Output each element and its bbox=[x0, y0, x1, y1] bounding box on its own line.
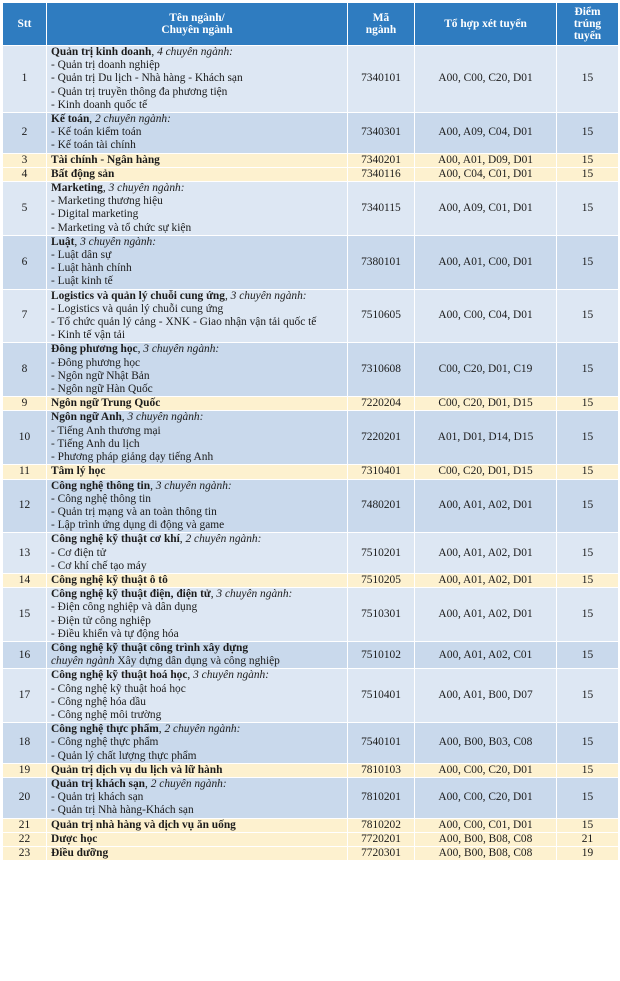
row-stt: 4 bbox=[3, 167, 47, 181]
row-major-code: 7510102 bbox=[348, 641, 415, 668]
major-title: Quản trị nhà hàng và dịch vụ ăn uống bbox=[51, 818, 236, 831]
row-major-code: 7810202 bbox=[348, 818, 415, 832]
row-subject-combination: A00, A01, A02, D01 bbox=[415, 479, 557, 533]
row-admission-score: 15 bbox=[557, 343, 619, 397]
row-subject-combination: A00, A01, B00, D07 bbox=[415, 669, 557, 723]
specialization-item: - Cơ khí chế tạo máy bbox=[51, 559, 147, 572]
major-title: Công nghệ kỹ thuật ô tô bbox=[51, 573, 168, 586]
table-row bbox=[3, 343, 619, 397]
specialization-note bbox=[51, 655, 344, 668]
row-major-code: 7510605 bbox=[348, 289, 415, 343]
major-title: Tâm lý học bbox=[51, 465, 106, 478]
specialization-item: - Điện tử công nghiệp bbox=[51, 614, 151, 627]
specialization-item: - Ngôn ngữ Nhật Bản bbox=[51, 369, 150, 382]
specialization-count: 3 chuyên ngành: bbox=[80, 235, 157, 248]
row-stt: 7 bbox=[3, 289, 47, 343]
major-title: Tài chính - Ngân hàng bbox=[51, 153, 160, 166]
row-major-code: 7810103 bbox=[348, 763, 415, 777]
row-subject-combination: A00, C00, C20, D01 bbox=[415, 46, 557, 113]
row-major-name bbox=[47, 533, 348, 574]
row-major-name bbox=[47, 479, 348, 533]
specialization-count: 4 chuyên ngành: bbox=[157, 46, 233, 58]
row-major-code: 7340301 bbox=[348, 113, 415, 154]
table-row bbox=[3, 832, 619, 846]
specialization-item: - Quản trị mạng và an toàn thông tin bbox=[51, 505, 217, 518]
specialization-item: - Marketing thương hiệu bbox=[51, 195, 163, 208]
specialization-item: - Quản trị truyền thông đa phương tiện bbox=[51, 85, 228, 98]
row-major-code: 7510301 bbox=[348, 588, 415, 642]
row-major-name bbox=[47, 723, 348, 764]
row-subject-combination: A00, C00, C20, D01 bbox=[415, 777, 557, 818]
row-admission-score: 15 bbox=[557, 182, 619, 236]
table-row bbox=[3, 846, 619, 860]
row-admission-score: 15 bbox=[557, 763, 619, 777]
table-row bbox=[3, 573, 619, 587]
table-row bbox=[3, 465, 619, 479]
major-title-line: Công nghệ thông tin, 3 chuyên ngành: bbox=[51, 479, 232, 492]
major-title: Dược học bbox=[51, 832, 98, 845]
row-major-code: 7220201 bbox=[348, 411, 415, 465]
header-major-code: Mã ngành bbox=[348, 3, 415, 46]
row-stt: 5 bbox=[3, 182, 47, 236]
row-admission-score: 15 bbox=[557, 573, 619, 587]
major-title-line: Ngôn ngữ Anh, 3 chuyên ngành: bbox=[51, 411, 204, 424]
row-major-name bbox=[47, 763, 348, 777]
major-title: Luật bbox=[51, 235, 75, 248]
row-major-code: 7810201 bbox=[348, 777, 415, 818]
specialization-count: 3 chuyên ngành: bbox=[230, 289, 307, 302]
row-subject-combination: A00, A01, C00, D01 bbox=[415, 235, 557, 289]
row-major-name bbox=[47, 182, 348, 236]
major-title-line: Công nghệ kỹ thuật hoá học, 3 chuyên ngành: bbox=[51, 669, 270, 682]
major-title: Công nghệ kỹ thuật công trình xây dựng bbox=[51, 641, 249, 654]
major-title-line: Luật, 3 chuyên ngành: bbox=[51, 235, 157, 248]
row-stt: 12 bbox=[3, 479, 47, 533]
row-subject-combination: A01, D01, D14, D15 bbox=[415, 411, 557, 465]
row-admission-score: 15 bbox=[557, 669, 619, 723]
row-admission-score: 15 bbox=[557, 465, 619, 479]
row-subject-combination: A00, B00, B08, C08 bbox=[415, 832, 557, 846]
specialization-item: - Quản trị Du lịch - Nhà hàng - Khách sạn bbox=[51, 72, 243, 85]
table-row bbox=[3, 641, 619, 668]
row-admission-score: 15 bbox=[557, 397, 619, 411]
major-title-line: Công nghệ kỹ thuật điện, điện tử, 3 chuyên ngành: bbox=[51, 588, 293, 601]
row-stt: 22 bbox=[3, 832, 47, 846]
major-title: Logistics và quản lý chuỗi cung ứng bbox=[51, 289, 225, 302]
specialization-count: 3 chuyên ngành: bbox=[127, 411, 204, 424]
row-major-code: 7380101 bbox=[348, 235, 415, 289]
row-admission-score: 15 bbox=[557, 46, 619, 113]
major-title-line bbox=[51, 764, 344, 777]
table-row bbox=[3, 777, 619, 818]
specialization-item: - Kế toán kiểm toán bbox=[51, 126, 142, 139]
specialization-item: - Ngôn ngữ Hàn Quốc bbox=[51, 383, 153, 396]
major-title: Kế toán bbox=[51, 113, 90, 126]
major-title-line bbox=[51, 847, 344, 860]
major-title-line: Đông phương học, 3 chuyên ngành: bbox=[51, 343, 220, 356]
table-row bbox=[3, 763, 619, 777]
row-admission-score: 15 bbox=[557, 289, 619, 343]
major-title: Ngôn ngữ Anh bbox=[51, 411, 122, 424]
specialization-note-text: Xây dựng dân dụng và công nghiệp bbox=[114, 655, 280, 668]
table-row bbox=[3, 46, 619, 113]
row-stt: 23 bbox=[3, 846, 47, 860]
specialization-item: - Luật hành chính bbox=[51, 262, 132, 275]
major-title: Marketing bbox=[51, 182, 103, 195]
specialization-count: 3 chuyên ngành: bbox=[108, 182, 185, 195]
specialization-item: - Tiếng Anh du lịch bbox=[51, 437, 140, 450]
specialization-item: - Digital marketing bbox=[51, 208, 139, 221]
header-admission-score: Điểm trúng tuyển bbox=[557, 3, 619, 46]
table-row bbox=[3, 818, 619, 832]
specialization-count: 2 chuyên ngành: bbox=[150, 777, 227, 790]
row-major-name bbox=[47, 465, 348, 479]
table-row bbox=[3, 723, 619, 764]
major-title: Công nghệ thông tin bbox=[51, 479, 151, 492]
major-title-line: Marketing, 3 chuyên ngành: bbox=[51, 182, 185, 195]
table-row bbox=[3, 289, 619, 343]
specialization-item: - Tổ chức quản lý cảng - XNK - Giao nhận vận tải quốc tế bbox=[51, 316, 317, 329]
row-subject-combination: A00, C00, C01, D01 bbox=[415, 818, 557, 832]
table-row bbox=[3, 153, 619, 167]
row-stt: 21 bbox=[3, 818, 47, 832]
row-admission-score: 19 bbox=[557, 846, 619, 860]
row-subject-combination: A00, C04, C01, D01 bbox=[415, 167, 557, 181]
row-major-code: 7510201 bbox=[348, 533, 415, 574]
specialization-item: - Công nghệ kỹ thuật hoá học bbox=[51, 682, 186, 695]
row-major-name bbox=[47, 167, 348, 181]
row-admission-score: 15 bbox=[557, 818, 619, 832]
row-subject-combination: A00, A01, A02, D01 bbox=[415, 573, 557, 587]
specialization-item: - Marketing và tổ chức sự kiện bbox=[51, 221, 192, 234]
row-stt: 1 bbox=[3, 46, 47, 113]
row-subject-combination: A00, A09, C01, D01 bbox=[415, 182, 557, 236]
row-admission-score: 15 bbox=[557, 235, 619, 289]
row-major-name bbox=[47, 153, 348, 167]
row-admission-score: 15 bbox=[557, 641, 619, 668]
major-title-line bbox=[51, 168, 344, 181]
row-major-code: 7340116 bbox=[348, 167, 415, 181]
major-title-line bbox=[51, 574, 344, 587]
major-title-line bbox=[51, 819, 344, 832]
row-stt: 8 bbox=[3, 343, 47, 397]
table-row bbox=[3, 588, 619, 642]
row-stt: 9 bbox=[3, 397, 47, 411]
row-major-name bbox=[47, 669, 348, 723]
major-title-line bbox=[51, 397, 344, 410]
row-major-name bbox=[47, 343, 348, 397]
row-major-code: 7510205 bbox=[348, 573, 415, 587]
row-stt: 14 bbox=[3, 573, 47, 587]
row-major-code: 7510401 bbox=[348, 669, 415, 723]
specialization-count: 3 chuyên ngành: bbox=[155, 479, 232, 492]
major-title: Quản trị kinh doanh bbox=[51, 46, 152, 58]
row-major-code: 7540101 bbox=[348, 723, 415, 764]
row-subject-combination: A00, C00, C04, D01 bbox=[415, 289, 557, 343]
specialization-count: 3 chuyên ngành: bbox=[193, 669, 270, 682]
table-header-row bbox=[3, 3, 619, 46]
major-title-line: Công nghệ thực phẩm, 2 chuyên ngành: bbox=[51, 723, 241, 736]
row-subject-combination: A00, B00, B08, C08 bbox=[415, 846, 557, 860]
header-major-name: Tên ngành/ Chuyên ngành bbox=[47, 3, 348, 46]
specialization-count: 2 chuyên ngành: bbox=[95, 113, 171, 126]
specialization-item: - Luật dân sự bbox=[51, 249, 112, 262]
row-major-code: 7480201 bbox=[348, 479, 415, 533]
row-subject-combination: A00, A01, D09, D01 bbox=[415, 153, 557, 167]
table-row bbox=[3, 235, 619, 289]
specialization-item: - Điện công nghiệp và dân dụng bbox=[51, 601, 198, 614]
row-stt: 11 bbox=[3, 465, 47, 479]
row-stt: 16 bbox=[3, 641, 47, 668]
specialization-item: - Phương pháp giảng dạy tiếng Anh bbox=[51, 451, 214, 464]
table-row bbox=[3, 113, 619, 154]
specialization-item: - Công nghệ hóa dầu bbox=[51, 695, 146, 708]
header-stt: Stt bbox=[3, 3, 47, 46]
row-subject-combination: A00, C00, C20, D01 bbox=[415, 763, 557, 777]
row-subject-combination: C00, C20, D01, C19 bbox=[415, 343, 557, 397]
row-subject-combination: A00, A09, C04, D01 bbox=[415, 113, 557, 154]
specialization-count: 3 chuyên ngành: bbox=[143, 343, 220, 356]
row-major-name bbox=[47, 641, 348, 668]
row-major-name bbox=[47, 397, 348, 411]
specialization-item: - Đông phương học bbox=[51, 356, 141, 369]
table-row bbox=[3, 397, 619, 411]
row-major-code: 7220204 bbox=[348, 397, 415, 411]
row-major-name bbox=[47, 832, 348, 846]
major-title-line bbox=[51, 465, 344, 478]
table-row bbox=[3, 411, 619, 465]
table-body bbox=[3, 46, 619, 861]
row-major-code: 7340115 bbox=[348, 182, 415, 236]
specialization-item: - Quản lý chất lượng thực phẩm bbox=[51, 749, 197, 762]
row-stt: 18 bbox=[3, 723, 47, 764]
specialization-item: - Kinh doanh quốc tế bbox=[51, 98, 148, 111]
row-subject-combination: C00, C20, D01, D15 bbox=[415, 465, 557, 479]
row-admission-score: 15 bbox=[557, 113, 619, 154]
row-major-code: 7720301 bbox=[348, 846, 415, 860]
table-row bbox=[3, 167, 619, 181]
row-major-name bbox=[47, 818, 348, 832]
specialization-item: - Công nghệ thực phẩm bbox=[51, 736, 159, 749]
major-title: Điều dưỡng bbox=[51, 846, 109, 859]
row-major-name bbox=[47, 289, 348, 343]
row-subject-combination: C00, C20, D01, D15 bbox=[415, 397, 557, 411]
row-admission-score: 15 bbox=[557, 588, 619, 642]
specialization-item: - Quản trị Nhà hàng-Khách sạn bbox=[51, 804, 194, 817]
major-title-line bbox=[51, 642, 344, 655]
row-stt: 15 bbox=[3, 588, 47, 642]
row-stt: 20 bbox=[3, 777, 47, 818]
major-title-line: Logistics và quản lý chuỗi cung ứng, 3 chuyên ngành: bbox=[51, 289, 307, 302]
row-stt: 13 bbox=[3, 533, 47, 574]
row-major-code: 7310401 bbox=[348, 465, 415, 479]
admission-scores-table bbox=[2, 2, 619, 861]
row-stt: 17 bbox=[3, 669, 47, 723]
row-stt: 2 bbox=[3, 113, 47, 154]
row-admission-score: 15 bbox=[557, 167, 619, 181]
row-stt: 10 bbox=[3, 411, 47, 465]
row-admission-score: 21 bbox=[557, 832, 619, 846]
table-row bbox=[3, 182, 619, 236]
specialization-item: - Luật kinh tế bbox=[51, 275, 113, 288]
specialization-count: 2 chuyên ngành: bbox=[185, 533, 262, 546]
specialization-item: - Công nghệ thông tin bbox=[51, 492, 151, 505]
row-stt: 6 bbox=[3, 235, 47, 289]
row-major-name bbox=[47, 113, 348, 154]
row-major-code: 7340101 bbox=[348, 46, 415, 113]
major-title-line: Quản trị khách sạn, 2 chuyên ngành: bbox=[51, 777, 227, 790]
specialization-count: 2 chuyên ngành: bbox=[164, 723, 241, 736]
major-title: Công nghệ kỹ thuật cơ khí bbox=[51, 533, 180, 546]
specialization-item: - Kế toán tài chính bbox=[51, 139, 136, 152]
major-title: Quản trị khách sạn bbox=[51, 777, 146, 790]
row-major-name bbox=[47, 846, 348, 860]
major-title-line bbox=[51, 154, 344, 167]
major-title: Công nghệ kỹ thuật điện, điện tử bbox=[51, 588, 211, 601]
row-major-name bbox=[47, 588, 348, 642]
row-stt: 3 bbox=[3, 153, 47, 167]
major-title: Quản trị dịch vụ du lịch và lữ hành bbox=[51, 763, 223, 776]
row-major-name bbox=[47, 411, 348, 465]
row-subject-combination: A00, A01, A02, C01 bbox=[415, 641, 557, 668]
table-row bbox=[3, 669, 619, 723]
row-major-name bbox=[47, 573, 348, 587]
row-subject-combination: A00, A01, A02, D01 bbox=[415, 588, 557, 642]
major-title-line: Quản trị kinh doanh, 4 chuyên ngành: bbox=[51, 46, 233, 58]
specialization-item: - Quản trị khách sạn bbox=[51, 791, 144, 804]
major-title: Công nghệ thực phẩm bbox=[51, 723, 159, 736]
row-admission-score: 15 bbox=[557, 723, 619, 764]
row-major-code: 7310608 bbox=[348, 343, 415, 397]
row-stt: 19 bbox=[3, 763, 47, 777]
row-major-name bbox=[47, 777, 348, 818]
row-admission-score: 15 bbox=[557, 153, 619, 167]
table-row bbox=[3, 479, 619, 533]
specialization-item: - Tiếng Anh thương mại bbox=[51, 424, 161, 437]
table-row bbox=[3, 533, 619, 574]
specialization-note-label: chuyên ngành bbox=[51, 655, 115, 668]
major-title-line bbox=[51, 833, 344, 846]
specialization-item: - Quản trị doanh nghiệp bbox=[51, 59, 160, 72]
specialization-item: - Logistics và quản lý chuỗi cung ứng bbox=[51, 302, 224, 315]
specialization-item: - Cơ điện tử bbox=[51, 546, 106, 559]
major-title: Đông phương học bbox=[51, 343, 138, 356]
row-subject-combination: A00, B00, B03, C08 bbox=[415, 723, 557, 764]
row-admission-score: 15 bbox=[557, 533, 619, 574]
row-major-code: 7340201 bbox=[348, 153, 415, 167]
specialization-count: 3 chuyên ngành: bbox=[216, 588, 293, 601]
row-major-name bbox=[47, 235, 348, 289]
major-title: Công nghệ kỹ thuật hoá học bbox=[51, 669, 188, 682]
major-title-line: Kế toán, 2 chuyên ngành: bbox=[51, 113, 171, 126]
row-admission-score: 15 bbox=[557, 479, 619, 533]
major-title: Bất động sản bbox=[51, 167, 115, 180]
specialization-item: - Kinh tế vận tải bbox=[51, 329, 126, 342]
row-admission-score: 15 bbox=[557, 411, 619, 465]
row-admission-score: 15 bbox=[557, 777, 619, 818]
row-subject-combination: A00, A01, A02, D01 bbox=[415, 533, 557, 574]
major-title: Ngôn ngữ Trung Quốc bbox=[51, 397, 161, 410]
specialization-item: - Lập trình ứng dụng di động và game bbox=[51, 519, 225, 532]
row-major-code: 7720201 bbox=[348, 832, 415, 846]
specialization-item: - Công nghệ môi trường bbox=[51, 708, 162, 721]
major-title-line: Công nghệ kỹ thuật cơ khí, 2 chuyên ngành: bbox=[51, 533, 262, 546]
specialization-item: - Điều khiển và tự động hóa bbox=[51, 627, 179, 640]
header-subject-combination: Tổ hợp xét tuyển bbox=[415, 3, 557, 46]
row-major-name bbox=[47, 46, 348, 113]
